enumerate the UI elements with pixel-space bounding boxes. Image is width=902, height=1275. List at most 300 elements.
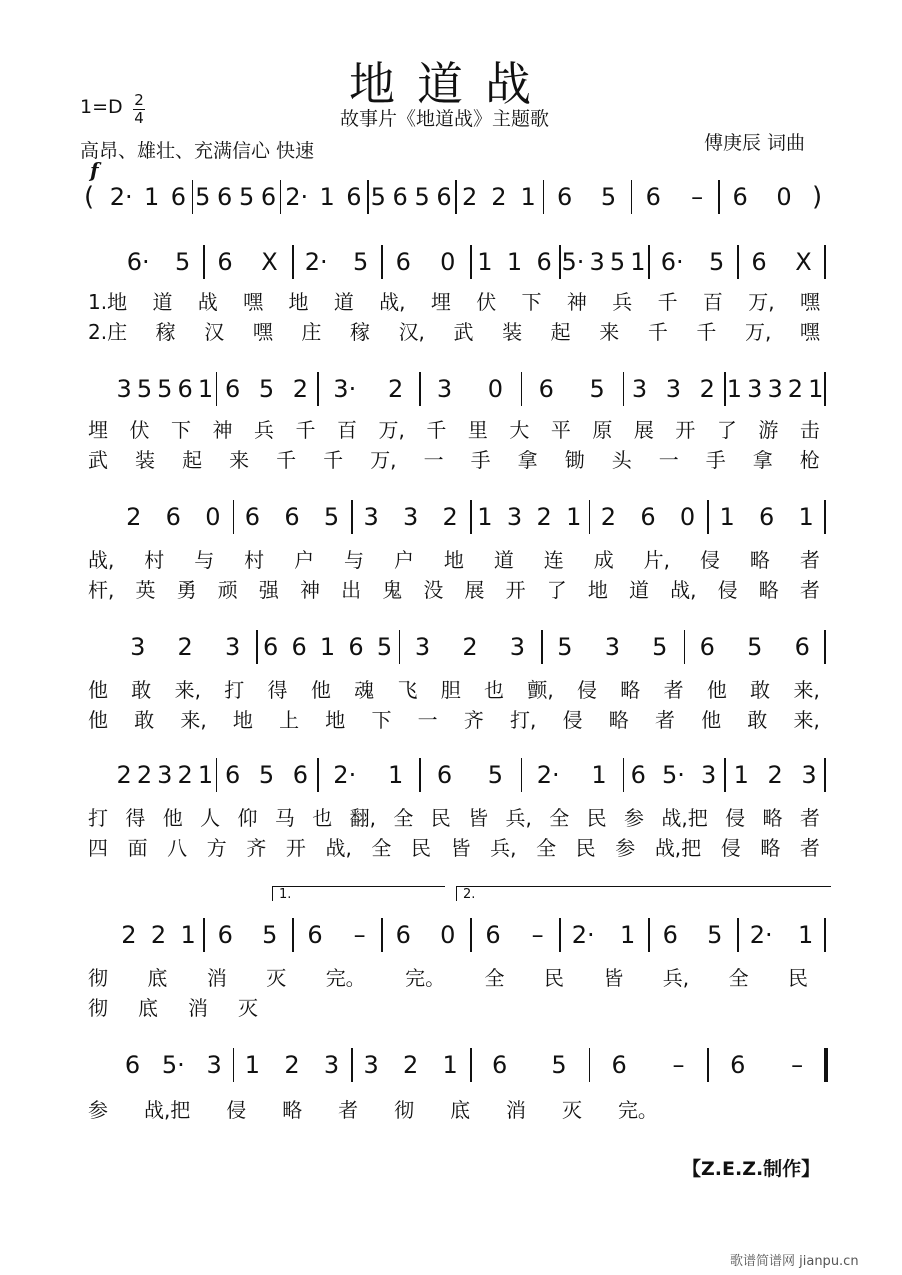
note: 5	[238, 183, 255, 211]
note: 1	[197, 375, 214, 403]
lyric-syllable: 敢	[750, 678, 771, 702]
lyric-syllable: 游	[758, 418, 779, 442]
lyric-syllable: 略	[620, 678, 641, 702]
note: 6	[217, 183, 233, 211]
note: 3	[631, 375, 648, 403]
lyric-syllable: 武	[88, 448, 108, 472]
lyric-syllable: 地	[232, 708, 253, 732]
lyric-syllable: 千	[323, 448, 344, 472]
lyric-syllable: 方	[206, 836, 227, 860]
note: 3	[206, 1051, 222, 1079]
note: 2·	[333, 761, 357, 789]
note: 3	[604, 633, 620, 661]
lyric-syllable: 出	[341, 578, 362, 602]
measure	[114, 630, 256, 664]
lyric-syllable: 得	[267, 678, 288, 702]
measure	[470, 918, 559, 952]
lyric-syllable: 万,	[378, 418, 405, 442]
lyric-syllable: 手	[705, 448, 726, 472]
measure	[543, 180, 631, 214]
measure	[419, 758, 521, 792]
lyric-syllable: 参	[88, 1098, 108, 1122]
note: 5	[709, 248, 725, 276]
note: 6	[217, 248, 233, 276]
lyric-syllable: 神	[299, 578, 320, 602]
lyric-syllable: 头	[611, 448, 632, 472]
note: 6	[699, 633, 715, 661]
measure	[104, 180, 192, 214]
measure	[648, 918, 737, 952]
measure	[192, 180, 280, 214]
lyric-syllable: 道	[628, 578, 649, 602]
lyric-syllable: 强	[258, 578, 279, 602]
lyric-syllable: 彻	[88, 966, 108, 990]
measure	[399, 630, 541, 664]
lyric-syllable: 民	[586, 806, 607, 830]
lyric-syllable: 万,	[370, 448, 397, 472]
lyric-syllable: 侵	[226, 1098, 247, 1122]
lyric-syllable: 也	[484, 678, 505, 702]
lyric-syllable: 他	[162, 806, 183, 830]
lyric-syllable: 来	[599, 320, 620, 344]
staff-row-7	[84, 887, 826, 952]
lyric-syllable: 户	[294, 548, 315, 572]
note: 6	[538, 375, 554, 403]
lyric-syllable: 道	[333, 290, 354, 314]
note: 5·	[661, 761, 685, 789]
time-denominator: 4	[134, 109, 144, 127]
lyric-syllable: 地	[288, 290, 309, 314]
lyric-syllable: 拿	[752, 448, 773, 472]
lyric-syllable: 侵	[720, 836, 741, 860]
note: 0	[776, 183, 792, 211]
note: 1	[442, 1051, 458, 1079]
lyric-syllable: 翻,	[349, 806, 376, 830]
note: 5	[195, 183, 211, 211]
lyric-line	[88, 414, 820, 443]
note: 1	[197, 761, 214, 789]
lyric-line	[88, 802, 820, 831]
lyric-syllable: 村	[244, 548, 265, 572]
lyric-syllable: 略	[762, 806, 783, 830]
lyric-syllable: 战,把	[654, 836, 702, 860]
measure	[684, 630, 826, 664]
lyric-syllable: 战	[197, 290, 218, 314]
note: 6	[611, 1051, 627, 1079]
lyric-syllable: 嘿	[799, 290, 820, 314]
volta-first-ending: 1.	[272, 886, 445, 901]
measure	[521, 372, 623, 406]
note: 2	[387, 375, 404, 403]
note: 6	[262, 633, 279, 661]
note: 3	[363, 503, 379, 531]
lyric-syllable: 全	[536, 836, 557, 860]
lyric-syllable: 魂	[354, 678, 375, 702]
maker-credit: 【Z.E.Z.制作】	[682, 1158, 821, 1180]
measure	[724, 372, 826, 406]
note: 3	[801, 761, 817, 789]
note: 2	[491, 183, 507, 211]
note: 0	[205, 503, 221, 531]
note: 2	[121, 921, 137, 949]
lyric-syllable: 上	[279, 708, 300, 732]
note: 1	[620, 921, 636, 949]
lyric-syllable: 完。	[617, 1098, 658, 1122]
lyric-syllable: 略	[608, 708, 629, 732]
lyric-syllable: 与	[344, 548, 365, 572]
note: 5	[487, 761, 504, 789]
note: 2	[767, 761, 783, 789]
lyric-syllable: 来,	[793, 678, 820, 702]
note: 2	[116, 761, 132, 789]
lyric-syllable: 者	[799, 806, 820, 830]
lyric-syllable: 马	[274, 806, 295, 830]
open-paren: (	[84, 182, 95, 212]
note: 5·	[161, 1051, 185, 1079]
lyric-syllable: 侵	[576, 678, 597, 702]
lyric-syllable: 庄	[301, 320, 322, 344]
note: 2·	[304, 248, 328, 276]
lyric-syllable: 原	[592, 418, 613, 442]
lyric-syllable: 者	[799, 836, 820, 860]
barline	[824, 630, 826, 664]
note: 1	[244, 1051, 261, 1079]
lyric-syllable: 民	[410, 836, 431, 860]
lyric-syllable: 千	[276, 448, 297, 472]
staff-row-8	[84, 1048, 826, 1082]
lyric-syllable: 侵	[699, 548, 720, 572]
lyric-syllable: 全	[484, 966, 505, 990]
measure	[114, 918, 203, 952]
note: 2	[284, 1051, 300, 1079]
note: 5	[157, 375, 173, 403]
measure	[589, 1048, 708, 1082]
volta-second-ending: 2.	[456, 886, 831, 901]
note: 6	[395, 248, 411, 276]
lyric-syllable: 神	[212, 418, 233, 442]
note: 6	[225, 761, 241, 789]
barline	[824, 245, 826, 279]
measure	[381, 918, 470, 952]
note: 3	[363, 1051, 379, 1079]
measure	[724, 758, 826, 792]
time-signature	[133, 92, 145, 127]
staff-row-1	[84, 180, 826, 214]
lyric-syllable: 大	[509, 418, 530, 442]
lyric-syllable: 他	[706, 678, 727, 702]
lyric-syllable: 万,	[748, 290, 775, 314]
measure	[292, 245, 381, 279]
note: 3	[700, 761, 717, 789]
lyric-syllable: 里	[467, 418, 488, 442]
lyric-syllable: 一	[417, 708, 438, 732]
lyric-syllable: 兵,	[490, 836, 517, 860]
measure	[631, 180, 719, 214]
lyric-syllable: 打	[224, 678, 245, 702]
measure	[114, 500, 233, 534]
measure	[256, 630, 398, 664]
measure	[559, 245, 648, 279]
lyric-syllable: 锄	[564, 448, 585, 472]
lyric-syllable: 埋	[88, 418, 108, 442]
lyric-syllable: 参	[615, 836, 636, 860]
lyric-syllable: 他	[88, 678, 108, 702]
measure	[317, 372, 419, 406]
note: 5	[376, 633, 393, 661]
lyric-syllable: 百	[702, 290, 723, 314]
lyric-syllable: 兵,	[662, 966, 690, 990]
lyric-syllable: 杆,	[88, 578, 115, 602]
lyric-syllable: 击	[799, 418, 820, 442]
lyric-syllable: 战,	[379, 290, 406, 314]
lyric-syllable: 他	[701, 708, 722, 732]
note: 6	[346, 183, 362, 211]
note: 6	[640, 503, 656, 531]
lyric-syllable: 皆	[450, 836, 471, 860]
measure	[470, 245, 559, 279]
note: 6	[436, 183, 452, 211]
lyric-syllable: 全	[728, 966, 749, 990]
note: 3	[589, 248, 605, 276]
measure	[114, 1048, 233, 1082]
staff-row-2	[84, 245, 826, 279]
lyric-syllable: 来,	[793, 708, 820, 732]
lyric-line	[88, 704, 820, 733]
lyric-syllable: 千	[295, 418, 316, 442]
lyric-syllable: 地	[443, 548, 464, 572]
lyric-syllable: 手	[470, 448, 491, 472]
lyric-syllable: 战,	[325, 836, 352, 860]
note: 6	[645, 183, 661, 211]
measure	[216, 758, 318, 792]
note: 3	[157, 761, 173, 789]
lyric-syllable: 展	[464, 578, 485, 602]
lyric-line	[88, 1094, 658, 1123]
lyric-syllable: 完。	[325, 966, 366, 990]
measure	[216, 372, 318, 406]
note: 3	[403, 503, 419, 531]
note: 6	[260, 183, 277, 211]
note: 5	[609, 248, 626, 276]
lyric-syllable: 英	[135, 578, 156, 602]
note: 1	[477, 503, 493, 531]
lyric-syllable: 成	[593, 548, 614, 572]
note: 3	[116, 375, 132, 403]
lyric-syllable: 打,	[510, 708, 537, 732]
note: 6	[732, 183, 748, 211]
note: 3	[130, 633, 146, 661]
lyric-syllable: 稼	[155, 320, 176, 344]
lyric-syllable: 皆	[603, 966, 624, 990]
measure	[707, 500, 826, 534]
lyric-syllable: 起	[182, 448, 203, 472]
lyric-syllable: 彻	[394, 1098, 415, 1122]
note: 2·	[749, 921, 773, 949]
note: 1	[630, 248, 646, 276]
lyric-syllable: 起	[550, 320, 571, 344]
lyric-syllable: 村	[144, 548, 165, 572]
lyric-syllable: 齐	[246, 836, 267, 860]
note: 6	[292, 761, 309, 789]
note: 5	[551, 1051, 567, 1079]
lyric-syllable: 战,把	[143, 1098, 191, 1122]
lyric-syllable: 打	[88, 806, 108, 830]
song-title: 地道战	[349, 57, 553, 111]
lyric-syllable: 参	[623, 806, 644, 830]
note: 1	[719, 503, 735, 531]
note: 6	[348, 633, 364, 661]
note: 3	[747, 375, 763, 403]
note: 3	[509, 633, 526, 661]
note: 0	[679, 503, 696, 531]
lyric-syllable: 装	[502, 320, 523, 344]
lyric-syllable: 民	[575, 836, 596, 860]
note: 6	[485, 921, 501, 949]
note: –	[791, 1051, 804, 1079]
note: 6	[124, 1051, 141, 1079]
note: –	[531, 921, 544, 949]
note: 1	[726, 375, 743, 403]
lyric-syllable: 千	[647, 320, 668, 344]
lyric-syllable: 开	[675, 418, 696, 442]
lyric-syllable: 开	[505, 578, 526, 602]
measure	[623, 758, 725, 792]
note: 2·	[285, 183, 309, 211]
lyric-syllable: 飞	[397, 678, 418, 702]
lyric-syllable: 万,	[744, 320, 772, 344]
note: 6·	[660, 248, 684, 276]
note: 2	[177, 761, 193, 789]
measure	[737, 245, 826, 279]
note: 3	[224, 633, 241, 661]
lyric-syllable: 武	[453, 320, 474, 344]
note: 2	[136, 761, 153, 789]
lyric-syllable: 地	[587, 578, 608, 602]
lyric-syllable: 四	[88, 836, 108, 860]
lyric-line	[88, 674, 820, 703]
note: 6	[630, 761, 646, 789]
key-signature: 1=D	[80, 96, 123, 118]
note: 3	[436, 375, 453, 403]
lyric-syllable: 鬼	[382, 578, 403, 602]
note: 6	[662, 921, 678, 949]
close-paren: )	[812, 182, 823, 212]
measure	[589, 500, 708, 534]
lyric-syllable: 者	[338, 1098, 359, 1122]
lyric-syllable: 开	[285, 836, 306, 860]
note: X	[795, 248, 812, 276]
measure	[233, 1048, 352, 1082]
subtitle: 故事片《地道战》主题歌	[340, 108, 550, 130]
lyric-syllable: 战,把	[661, 806, 708, 830]
note: 2	[292, 375, 309, 403]
lyric-syllable: 也	[312, 806, 333, 830]
note: 1	[506, 248, 523, 276]
lyric-syllable: 他	[88, 708, 108, 732]
measure	[648, 245, 737, 279]
note: 6	[170, 183, 187, 211]
lyric-line	[88, 544, 820, 573]
measure	[623, 372, 725, 406]
note: 5	[600, 183, 617, 211]
note: 6	[536, 248, 552, 276]
measure	[455, 180, 543, 214]
note: 6	[557, 183, 573, 211]
note: 1	[144, 183, 160, 211]
measure	[521, 758, 623, 792]
lyric-syllable: 略	[758, 578, 779, 602]
composer-credit: 傅庚辰 词曲	[704, 132, 806, 154]
note: 1	[319, 633, 336, 661]
lyric-syllable: 神	[566, 290, 587, 314]
note: 2	[150, 921, 167, 949]
lyric-syllable: 枪	[799, 448, 820, 472]
note: 3·	[333, 375, 357, 403]
lyric-syllable: 装	[135, 448, 156, 472]
note: 2·	[109, 183, 133, 211]
staff-row-3	[84, 372, 826, 406]
note: 6	[492, 1051, 508, 1079]
lyric-syllable: 伏	[129, 418, 150, 442]
lyric-syllable: 千	[426, 418, 447, 442]
measure	[280, 180, 368, 214]
note: X	[261, 248, 278, 276]
lyric-syllable: 面	[127, 836, 148, 860]
measure	[292, 918, 381, 952]
note: 3	[767, 375, 783, 403]
lyric-syllable: 灭	[266, 966, 287, 990]
lyric-syllable: 地	[325, 708, 346, 732]
measure	[559, 918, 648, 952]
note: 5	[652, 633, 668, 661]
barline	[824, 1048, 828, 1082]
note: 5	[175, 248, 191, 276]
lyric-line	[88, 962, 808, 991]
lyric-syllable: 千	[696, 320, 717, 344]
lyric-syllable: 全	[371, 836, 392, 860]
note: 6	[177, 375, 193, 403]
note: 6	[395, 921, 411, 949]
lyric-syllable: 底	[450, 1098, 471, 1122]
note: 5	[353, 248, 369, 276]
note: 5	[136, 375, 153, 403]
lyric-syllable: 灭	[238, 996, 258, 1020]
note: 1	[319, 183, 335, 211]
lyric-syllable: 齐	[463, 708, 484, 732]
lyric-syllable: 1.地	[88, 290, 128, 314]
measure	[367, 180, 455, 214]
lyric-syllable: 得	[125, 806, 146, 830]
lyric-syllable: 2.庄	[88, 320, 128, 344]
note: 5	[323, 503, 340, 531]
note: 6	[307, 921, 323, 949]
time-numerator: 2	[134, 91, 144, 109]
note: 5·	[561, 248, 585, 276]
lyric-syllable: 略	[749, 548, 770, 572]
note: 1	[387, 761, 404, 789]
lyric-syllable: 来,	[180, 708, 207, 732]
lyric-syllable: 顽	[217, 578, 238, 602]
note: 2	[126, 503, 142, 531]
note: 1	[180, 921, 196, 949]
lyric-line	[88, 286, 820, 315]
lyric-syllable: 嘿	[252, 320, 273, 344]
lyric-syllable: 百	[337, 418, 357, 442]
lyric-syllable: 千	[657, 290, 678, 314]
note: 6	[392, 183, 408, 211]
lyric-syllable: 一	[423, 448, 444, 472]
lyric-syllable: 略	[282, 1098, 303, 1122]
